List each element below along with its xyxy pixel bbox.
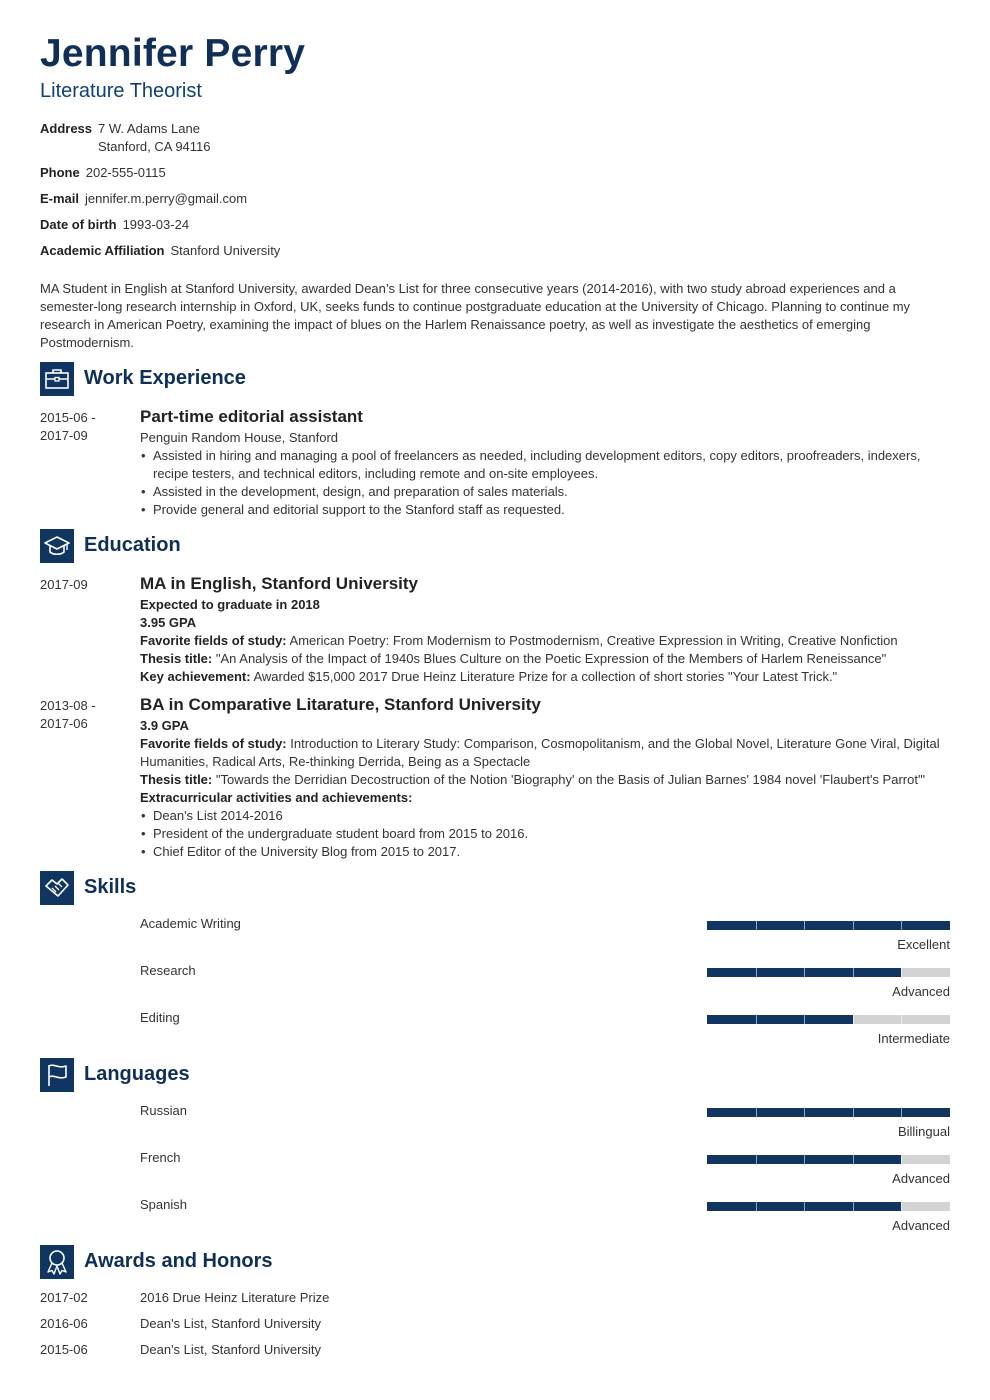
skill-bar-divider [756, 921, 757, 930]
list-item: • President of the undergraduate student board from 2015 to 2016. [140, 825, 950, 843]
graduation-note: Expected to graduate in 2018 [140, 597, 320, 612]
fields-label: Favorite fields of study: [140, 633, 287, 648]
contact-affiliation [40, 242, 280, 260]
skill-level-fill [707, 921, 950, 930]
language-bar-divider [853, 1202, 854, 1211]
language-level-bar [707, 1108, 950, 1117]
language-level-label: Advanced [892, 1218, 950, 1233]
fields-value: Introduction to Literary Study: Comparison, Cosmopolitanism, and the Global Novel, Literature Gone Viral, Digital Humanities, Radical Arts, Re-thinking Derrida, Being as a Spectacle [140, 736, 940, 769]
skill-bar-divider [853, 968, 854, 977]
thesis-value: "An Analysis of the Impact of 1940s Blues Culture on the Poetic Expression of the Members of Harlem Reneissance" [215, 651, 887, 666]
skill-level-fill [707, 1015, 853, 1024]
job-title: Part-time editorial assistant [140, 407, 363, 426]
thesis [140, 650, 950, 668]
education-date-start: 2013-08 - [40, 698, 96, 713]
language-bar-divider [901, 1155, 902, 1164]
fields-label: Favorite fields of study: [140, 736, 287, 751]
summary-paragraph: MA Student in English at Stanford University, awarded Dean’s List for three consecutive years (2014-2016), with two study abroad experiences and a semester-long research internship in Oxford, UK, seeks funds to continue postgraduate education at the University of Chicago. Planning to continue my research in American Poetry, examining the impact of blues on the Harlem Renaissance poetry, as well as investigate the aesthetics of emerging Postmodernism. [40, 281, 911, 350]
skills-title: Skills [84, 876, 137, 898]
language-name: Spanish [140, 1197, 187, 1212]
contact-phone [40, 164, 166, 182]
address-line1: 7 W. Adams Lane [98, 121, 200, 136]
awards-title: Awards and Honors [84, 1250, 273, 1272]
education-date [40, 697, 130, 733]
job-company: Penguin Random House, Stanford [140, 430, 339, 445]
job-bullets [140, 447, 950, 519]
fields-of-study [140, 632, 950, 650]
language-bar-divider [756, 1155, 757, 1164]
language-name: French [140, 1150, 181, 1165]
email-value[interactable]: jennifer.m.perry@gmail.com [85, 191, 248, 206]
skill-bar-divider [756, 1015, 757, 1024]
education-entry-ba [140, 694, 950, 861]
contact-dob [40, 216, 189, 234]
phone-label: Phone [40, 165, 80, 180]
award-text: Dean's List, Stanford University [140, 1342, 321, 1357]
skill-bar-divider [853, 1015, 854, 1024]
skill-level-bar [707, 968, 950, 977]
skill-bar-divider [853, 921, 854, 930]
language-bar-divider [901, 1202, 902, 1211]
education-date-end: 2017-06 [40, 716, 88, 731]
language-bar-divider [804, 1108, 805, 1117]
skill-bar-divider [804, 1015, 805, 1024]
skill-name: Academic Writing [140, 916, 241, 931]
education-date: 2017-09 [40, 577, 88, 592]
education-title: Education [84, 534, 181, 556]
briefcase-icon [40, 362, 74, 396]
language-level-label: Billingual [897, 1124, 950, 1139]
affiliation-label: Academic Affiliation [40, 243, 165, 258]
achievement-value: Awarded $15,000 2017 Drue Heinz Literature Prize for a collection of short stories "Your Latest Trick." [253, 669, 838, 684]
list-item: • Assisted in hiring and managing a pool of freelancers as needed, including development editors, copy editors, proofreaders, indexers, recipe testers, and technical editors, including remote and on-site employees. [140, 447, 950, 483]
extracurricular-bullets [140, 807, 950, 861]
list-item: • Provide general and editorial support to the Stanford staff as requested. [140, 501, 950, 519]
candidate-name: Jennifer Perry [40, 32, 306, 75]
thesis-label: Thesis title: [140, 772, 213, 787]
skill-bar-divider [756, 968, 757, 977]
skill-name: Research [140, 963, 196, 978]
list-item: • Chief Editor of the University Blog from 2015 to 2017. [140, 843, 950, 861]
language-bar-divider [853, 1155, 854, 1164]
language-level-label: Advanced [892, 1171, 950, 1186]
work-entry [140, 406, 950, 519]
flag-icon [40, 1058, 74, 1092]
language-name: Russian [140, 1103, 187, 1118]
skill-level-label: Intermediate [877, 1031, 950, 1046]
skill-level-bar [707, 921, 950, 930]
affiliation-value: Stanford University [170, 243, 281, 258]
language-level-bar [707, 1202, 950, 1211]
award-date: 2015-06 [40, 1342, 88, 1357]
language-bar-divider [756, 1202, 757, 1211]
skill-bar-divider [901, 968, 902, 977]
award-date: 2017-02 [40, 1290, 88, 1305]
language-bar-divider [901, 1108, 902, 1117]
degree-title: BA in Comparative Litarature, Stanford University [140, 695, 541, 714]
award-ribbon-icon [40, 1245, 74, 1279]
work-experience-title: Work Experience [84, 367, 246, 389]
award-text: Dean's List, Stanford University [140, 1316, 321, 1331]
fields-of-study [140, 735, 950, 771]
list-item: • Dean's List 2014-2016 [140, 807, 950, 825]
award-text: 2016 Drue Heinz Literature Prize [140, 1290, 330, 1305]
dob-label: Date of birth [40, 217, 117, 232]
skill-level-label: Excellent [897, 937, 950, 952]
award-date: 2016-06 [40, 1316, 88, 1331]
graduation-cap-icon [40, 529, 74, 563]
skill-bar-divider [804, 921, 805, 930]
gpa: 3.9 GPA [140, 718, 189, 733]
key-achievement [140, 668, 950, 686]
work-date-end: 2017-09 [40, 428, 88, 443]
language-bar-divider [756, 1108, 757, 1117]
languages-title: Languages [84, 1063, 190, 1085]
skill-level-bar [707, 1015, 950, 1024]
address-label: Address [40, 121, 93, 136]
email-label: E-mail [40, 191, 80, 206]
language-level-bar [707, 1155, 950, 1164]
education-entry-ma [140, 573, 950, 686]
skill-bar-divider [901, 1015, 902, 1024]
handshake-icon [40, 871, 74, 905]
thesis-label: Thesis title: [140, 651, 213, 666]
dob-value: 1993-03-24 [122, 217, 190, 232]
skill-level-label: Advanced [892, 984, 950, 999]
address-line2: Stanford, CA 94116 [98, 139, 211, 154]
language-bar-divider [804, 1202, 805, 1211]
skill-name: Editing [140, 1010, 180, 1025]
achievement-label: Key achievement: [140, 669, 251, 684]
candidate-title: Literature Theorist [40, 80, 202, 102]
work-date-start: 2015-06 - [40, 410, 96, 425]
thesis [140, 771, 950, 789]
language-level-fill [707, 1108, 950, 1117]
work-date [40, 409, 130, 445]
language-bar-divider [804, 1155, 805, 1164]
skill-bar-divider [804, 968, 805, 977]
fields-value: American Poetry: From Modernism to Postmodernism, Creative Expression in Writing, Creative Nonfiction [289, 633, 898, 648]
gpa: 3.95 GPA [140, 615, 197, 630]
language-bar-divider [853, 1108, 854, 1117]
list-item: • Assisted in the development, design, and preparation of sales materials. [140, 483, 950, 501]
thesis-value: "Towards the Derridian Decostruction of the Notion 'Biography' on the Basis of Julian Barnes' 1984 novel 'Flaubert's Parrot'" [215, 772, 926, 787]
contact-email [40, 190, 247, 208]
contact-address [40, 120, 211, 156]
skill-bar-divider [901, 921, 902, 930]
degree-title: MA in English, Stanford University [140, 574, 419, 593]
extracurricular-label: Extracurricular activities and achievements: [140, 790, 413, 805]
phone-value: 202-555-0115 [85, 165, 166, 180]
